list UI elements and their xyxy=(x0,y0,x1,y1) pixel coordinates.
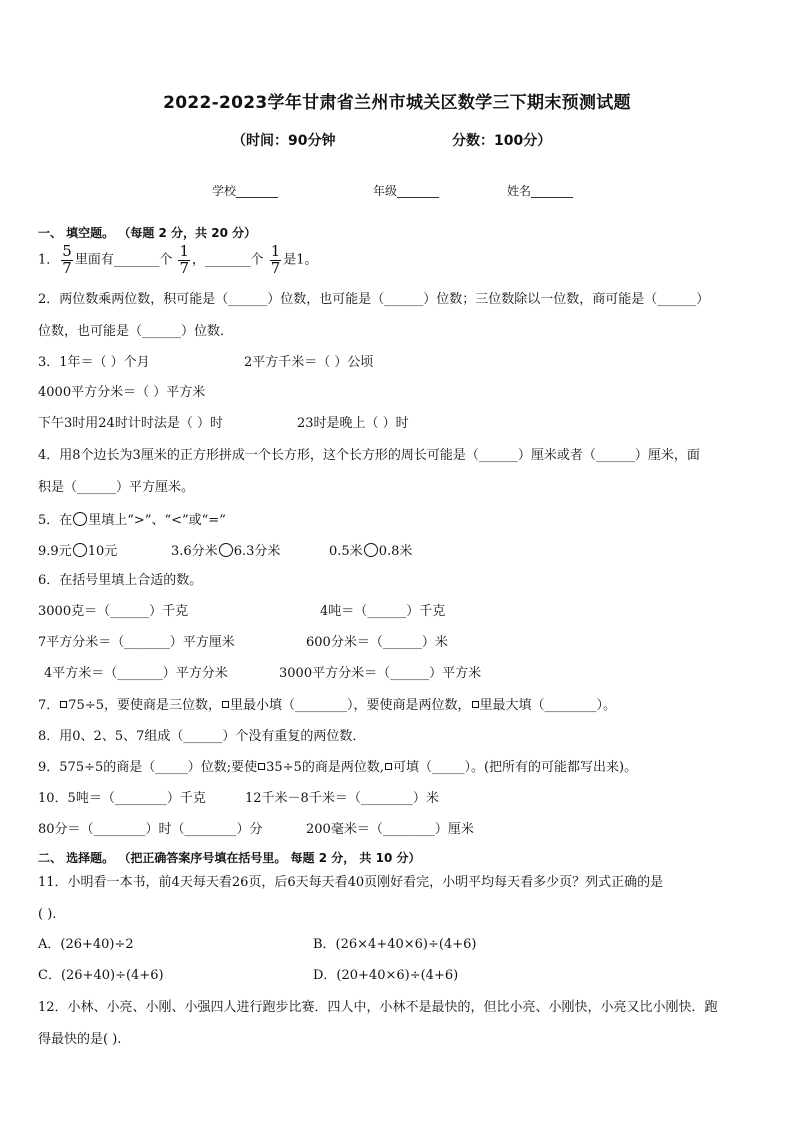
circle-blank-icon[interactable] xyxy=(364,543,378,557)
q9-text-2: 35÷5的商是两位数, xyxy=(266,760,384,775)
question-12-line-1: 12．小林、小亮、小刚、小强四人进行跑步比赛．四人中，小林不是最快的，但比小亮、小刚快，小亮又比小刚快．跑 xyxy=(38,1000,718,1015)
school-field[interactable]: 学校_______ xyxy=(212,184,279,198)
question-7 xyxy=(38,699,616,712)
section-2-heading: 二、 选择题。 （把正确答案序号填在括号里。 每题 2 分， 共 10 分） xyxy=(38,851,421,865)
question-11-line-1: 11．小明看一本书，前4天每天看26页，后6天每天看40页刚好看完，小明平均每天看多少页？列式正确的是 xyxy=(38,875,664,890)
fraction-denominator: 7 xyxy=(62,259,72,277)
q5-text-a: 5．在 xyxy=(38,513,73,528)
time-label: （时间：90分钟 xyxy=(232,133,336,149)
fraction-numerator: 1 xyxy=(270,242,281,260)
question-12-line-2: 得最快的是( ). xyxy=(38,1032,122,1047)
question-6-part-a: 3000克＝（______）千克 xyxy=(38,604,189,619)
question-6-part-f: 3000平方分米＝（______）平方米 xyxy=(279,666,482,681)
q9-text-1: 9．575÷5的商是（_____）位数;要使 xyxy=(38,760,258,775)
fraction-1-7 xyxy=(270,244,282,276)
question-5 xyxy=(38,512,226,527)
question-11-line-2: ( ). xyxy=(38,907,57,922)
question-3-part-e: 23时是晚上（ ）时 xyxy=(297,416,409,431)
circle-blank-icon xyxy=(73,512,87,526)
question-9 xyxy=(38,761,637,774)
q5-item-1 xyxy=(38,543,117,558)
option-d[interactable]: D．(20+40×6)÷(4+6) xyxy=(313,968,459,983)
question-10-part-b: 12千米－8千米＝（________）米 xyxy=(245,791,439,806)
score-label: 分数：100分） xyxy=(452,133,552,149)
q7-number: 7． xyxy=(38,698,60,713)
q5-right-value: 0.8米 xyxy=(378,544,413,559)
square-blank-icon xyxy=(222,701,229,708)
fraction-numerator: 1 xyxy=(179,242,190,260)
q5-left-value: 3.6分米 xyxy=(171,544,218,559)
question-2-line-2: 位数，也可能是（______）位数． xyxy=(38,324,234,339)
question-6-part-c: 7平方分米＝（_______）平方厘米 xyxy=(38,635,235,650)
option-c[interactable]: C．(26+40)÷(4+6) xyxy=(38,968,164,983)
question-6-heading: 6．在括号里填上合适的数。 xyxy=(38,573,203,588)
question-8: 8．用0、2、5、7组成（______）个没有重复的两位数． xyxy=(38,729,366,744)
section-1-heading: 一、 填空题。 （每题 2 分，共 20 分） xyxy=(38,226,257,240)
question-10-part-d: 200毫米＝（________）厘米 xyxy=(306,822,474,837)
question-2-line-1: 2．两位数乘两位数，积可能是（______）位数，也可能是（______）位数；三位数除以一位数，商可能是（______） xyxy=(38,292,710,307)
fraction-denominator: 7 xyxy=(270,259,281,277)
q5-item-2 xyxy=(171,543,280,558)
fraction-numerator: 5 xyxy=(62,242,72,260)
name-field[interactable]: 姓名_______ xyxy=(507,184,574,198)
circle-blank-icon[interactable] xyxy=(73,543,87,557)
square-blank-icon xyxy=(60,701,67,708)
question-4-line-2: 积是（______）平方厘米。 xyxy=(38,480,195,495)
question-3-part-a: 3．1年＝（ ）个月 xyxy=(38,355,150,370)
option-a[interactable]: A．(26+40)÷2 xyxy=(38,937,134,952)
q1-number: 1． xyxy=(38,252,60,268)
fraction-1-7 xyxy=(178,244,190,276)
question-6-part-e: 4平方米＝（_______）平方分米 xyxy=(44,666,228,681)
q7-text-3: 里最大填（________）。 xyxy=(479,698,617,713)
question-10-part-c: 80分＝（________）时（________）分 xyxy=(38,822,263,837)
grade-field[interactable]: 年级_______ xyxy=(373,184,440,198)
square-blank-icon xyxy=(472,701,479,708)
question-3-part-b: 2平方千米＝（ ）公顷 xyxy=(244,355,374,370)
page-title: 2022-2023学年甘肃省兰州市城关区数学三下期末预测试题 xyxy=(163,93,631,113)
fraction-5-7 xyxy=(61,244,73,276)
q9-text-3: 可填（_____）。(把所有的可能都写出来)。 xyxy=(392,760,638,775)
circle-blank-icon[interactable] xyxy=(219,543,233,557)
q5-item-3 xyxy=(329,543,412,558)
q5-left-value: 0.5米 xyxy=(329,544,363,559)
q5-right-value: 6.3分米 xyxy=(233,544,281,559)
q5-left-value: 9.9元 xyxy=(38,544,72,559)
q7-text-1: 75÷5，要使商是三位数， xyxy=(68,698,221,713)
q5-right-value: 10元 xyxy=(87,544,118,559)
q1-text-2: ，_______个 xyxy=(192,252,264,268)
option-b[interactable]: B．(26×4+40×6)÷(4+6) xyxy=(313,937,477,952)
q5-text-b: 里填上“>”、“<”或“=” xyxy=(88,513,226,528)
q7-text-2: 里最小填（________），要使商是两位数， xyxy=(230,698,471,713)
question-4-line-1: 4．用8个边长为3厘米的正方形拼成一个长方形，这个长方形的周长可能是（______）厘米或者（______）厘米，面 xyxy=(38,448,700,463)
question-6-part-b: 4吨＝（______）千克 xyxy=(320,604,446,619)
question-3-part-c: 4000平方分米＝（ ）平方米 xyxy=(38,385,206,400)
square-blank-icon xyxy=(258,763,265,770)
q1-text-1: 里面有_______个 xyxy=(74,252,173,268)
question-3-part-d: 下午3时用24时计时法是（ ）时 xyxy=(38,416,223,431)
q1-text-3: 是1。 xyxy=(283,252,318,268)
question-6-part-d: 600分米＝（______）米 xyxy=(306,635,448,650)
question-1 xyxy=(38,244,318,276)
question-10-part-a: 10．5吨＝（________）千克 xyxy=(38,791,206,806)
fraction-denominator: 7 xyxy=(179,259,190,277)
square-blank-icon xyxy=(385,763,392,770)
